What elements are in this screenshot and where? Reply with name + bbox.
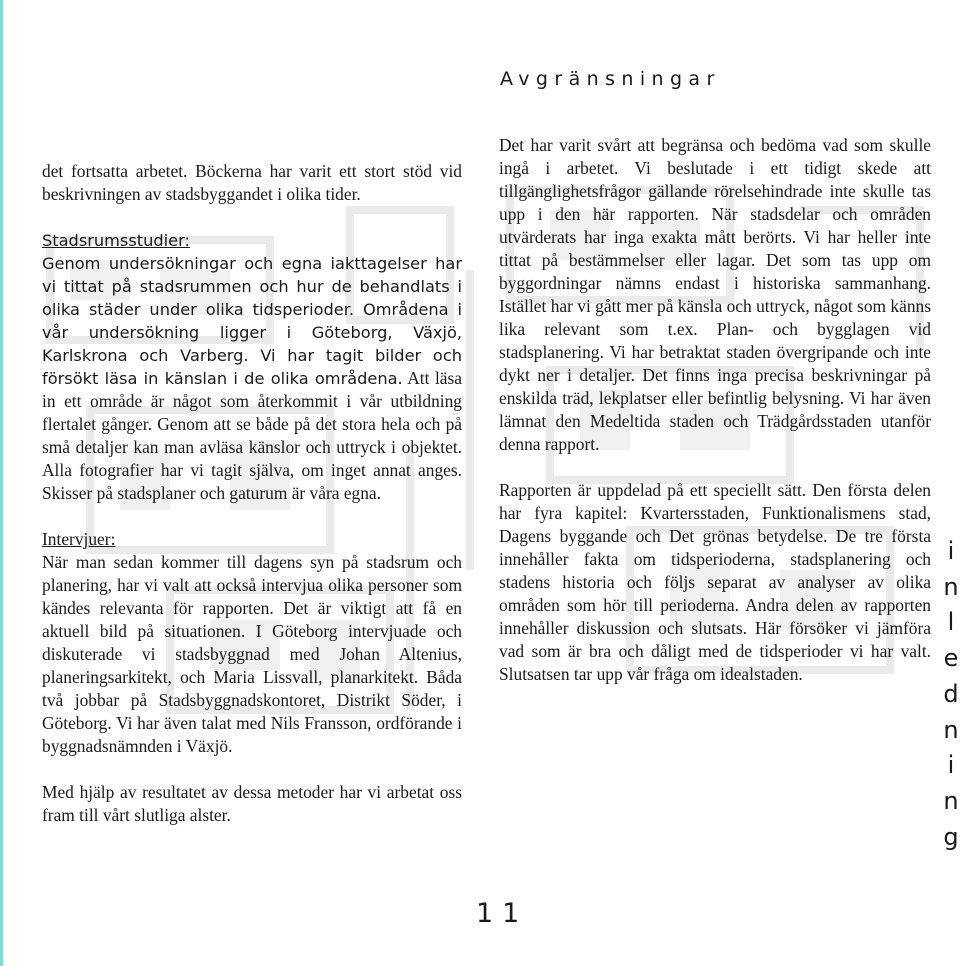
page-number: 11 xyxy=(476,898,529,929)
closing-paragraph: Med hjälp av resultatet av dessa metoder har vi arbetat oss fram till vårt slutliga alster. xyxy=(42,782,462,825)
structure-paragraph: Rapporten är uppdelad på ett speciellt sätt. Den första delen har fyra kapitel: Kvartersstaden, Funktionalismens stad, Dagens byggande och Det grönas betydelse. De tre första innehåller fakta om tidsperioderna, stadsplanering och stadens historia och följs separat av analyser av olika områden som hör till perioderna. Andra delen av rapporten innehåller diskussion och slutsats. Här försöker vi jämföra vad som är bra och dåligt med de tidsperioder vi har valt. Slutsatsen tar upp vår fråga om idealstaden. xyxy=(499,480,931,684)
side-label-letter: d xyxy=(943,679,959,708)
side-label-letter: i xyxy=(947,751,955,780)
stadsrum-paragraph xyxy=(42,252,462,505)
stadsrum-heading-text: Stadsrumsstudier: xyxy=(42,231,190,250)
side-label-letter: g xyxy=(943,822,959,851)
side-label-letter: l xyxy=(947,608,955,637)
side-label-letter: n xyxy=(943,572,959,601)
side-label-letter: n xyxy=(943,715,959,744)
right-column xyxy=(499,134,931,686)
side-label-letter: n xyxy=(943,786,959,815)
side-label-letter: i xyxy=(947,537,955,565)
section-title: Avgränsningar xyxy=(500,68,721,90)
intervju-heading xyxy=(42,528,462,551)
intervju-paragraph: När man sedan kommer till dagens syn på stadsrum och planering, har vi valt att också intervjua olika personer som kändes relevanta för rapporten. Det är viktigt att få en aktuell bild på situationen. I Göteborg intervjuade och diskuterade vi stadsbyggnad med Johan Altenius, planeringsarkitekt, och Maria Lissvall, planarkitekt. Båda två jobbar på Stadsbyggnadskontoret, Distrikt Söder, i Göteborg. Vi har även talat med Nils Fransson, ordförande i byggnadsnämnden i Växjö. xyxy=(42,552,462,756)
stadsrum-paragraph-sans: Genom undersökningar och egna iakttagelser har vi tittat på stadsrummen och hur de behandlats i olika städer under olika tidsperioder. Områdena i vår undersökning ligger i Göteborg, Växjö, Karlskrona och Varberg. Vi har tagit bilder och försökt läsa in känslan i de olika områdena. xyxy=(42,254,462,388)
intervju-heading-text: Intervjuer: xyxy=(42,529,116,549)
stadsrum-paragraph-serif: Att läsa in ett område är något som återkommit i vår utbildning flertalet gånger. Genom att se både på det stora hela och på små detaljer kan man avläsa känslor och uttryck i objektet. Alla fotografier har vi tagit själva, om inget annat anges. Skisser på stadsplaner och gaturum är våra egna. xyxy=(42,368,463,503)
left-column xyxy=(42,160,462,827)
scope-paragraph: Det har varit svårt att begränsa och bedöma vad som skulle ingå i arbetet. Vi beslutade i ett tidigt skede att tillgänglighetsfrågor gällande rörelsehindrade inte skulle tas upp i den här rapporten. När stadsdelar och områden utvärderats har inga exakta mått berörts. Vi har heller inte tittat på bestämmelser eller lagar. Det som tas upp om byggordningar nämns endast i historiska sammanhang. Istället har vi gått mer på känsla och uttryck, något som känns lika relevant som t.ex. Plan- och bygglagen vid stadsplanering. Vi har betraktat staden övergripande och inte dykt ner i detaljer. Det finns inga precisa beskrivningar på enskilda träd, lekplatser eller befintlig belysning. Vi har även lämnat den Medeltida staden och Trädgårdsstaden utanför denna rapport. xyxy=(499,135,931,454)
accent-bar xyxy=(0,0,3,966)
intro-paragraph: det fortsatta arbetet. Böckerna har varit ett stort stöd vid beskrivningen av stadsbyggandet i olika tider. xyxy=(42,161,462,204)
side-label-letter: e xyxy=(943,644,959,673)
stadsrum-heading xyxy=(42,229,462,252)
side-chapter-label xyxy=(940,534,960,855)
